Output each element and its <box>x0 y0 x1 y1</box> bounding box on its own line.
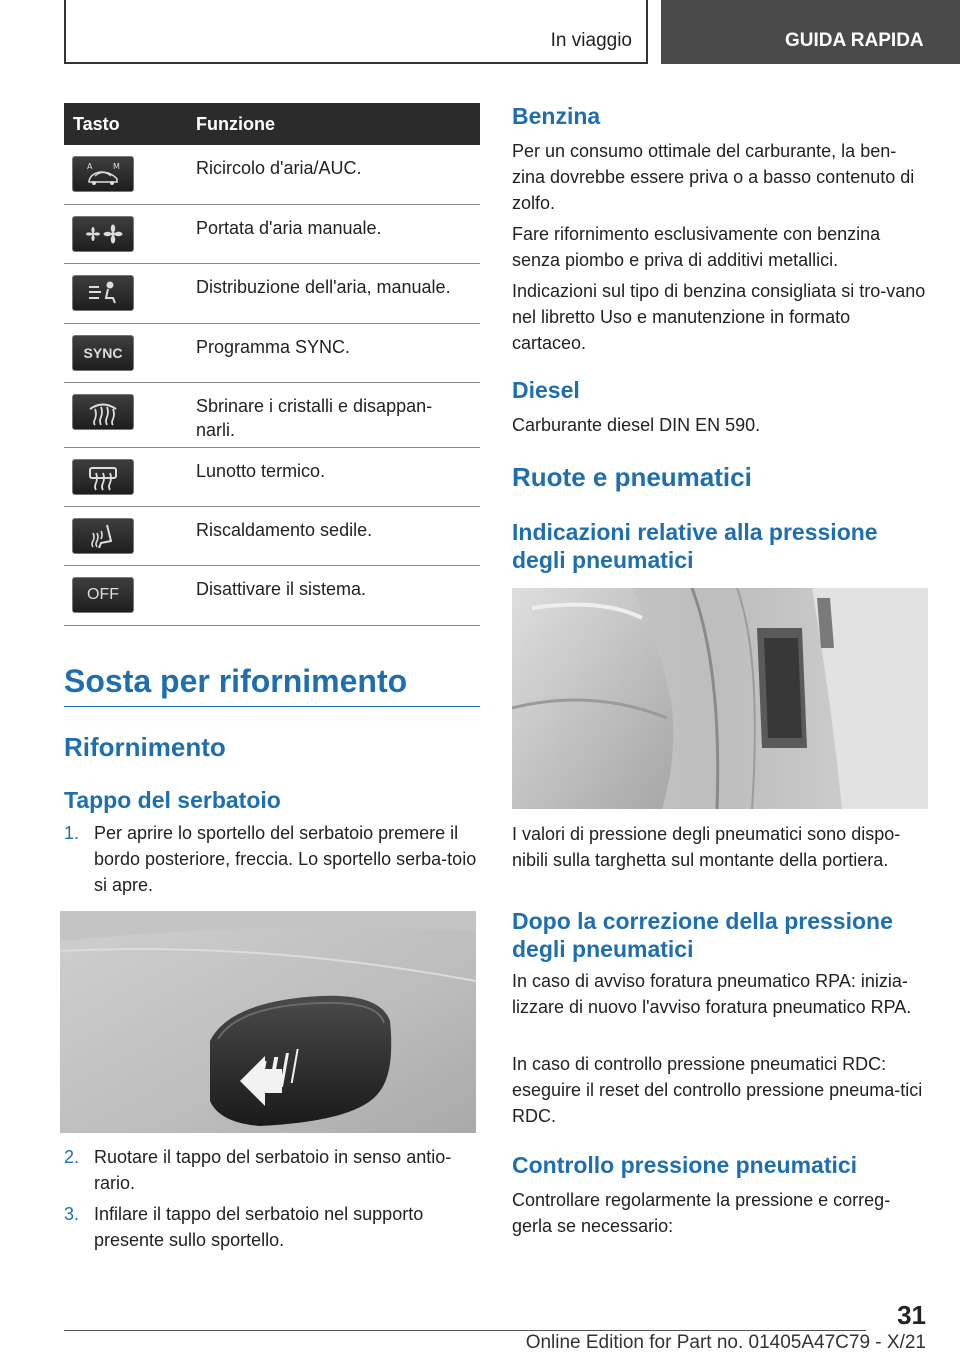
tyre-pressure-label-photo <box>512 588 928 809</box>
table-row <box>64 264 480 324</box>
subsection-title: Rifornimento <box>64 732 226 762</box>
rear-window-defrost-icon <box>72 459 134 495</box>
table-row <box>64 324 480 383</box>
tyre-pressure-info-heading: Indicazioni relative alla pressione degli pneumatici <box>512 519 878 573</box>
pressure-check-heading: Controllo pressione pneumatici <box>512 1152 858 1178</box>
table-row <box>64 448 480 507</box>
step-number: 3. <box>64 1204 80 1224</box>
step-3 <box>64 1201 480 1257</box>
benzina-paragraph-2: Fare rifornimento esclusivamente con benzina senza piombo e priva di additivi metallici. <box>512 224 881 270</box>
row-function-text: Ricircolo d'aria/AUC. <box>196 158 362 178</box>
table-row <box>64 205 480 264</box>
step-1 <box>64 820 480 900</box>
seat-heating-icon <box>72 518 134 554</box>
row-function-text: Programma SYNC. <box>196 337 351 357</box>
section-title: Sosta per rifornimento <box>64 663 408 699</box>
table-row <box>64 145 480 205</box>
key-function-table <box>64 103 480 626</box>
benzina-heading: Benzina <box>512 103 601 129</box>
row-function-text: Distribuzione dell'aria, manuale. <box>196 277 451 297</box>
benzina-paragraph-3: Indicazioni sul tipo di benzina consigliata si tro-vano nel libretto Uso e manutenzione in formato cartaceo. <box>512 281 926 353</box>
fuel-flap-photo <box>60 911 476 1133</box>
air-distribution-icon <box>72 275 134 311</box>
step-text: Infilare il tappo del serbatoio nel supporto presente sullo sportello. <box>94 1204 424 1250</box>
svg-text:A: A <box>87 162 93 171</box>
col-function-header: Funzione <box>196 113 275 134</box>
tyre-pressure-info-paragraph: I valori di pressione degli pneumatici sono dispo-nibili sulla targhetta sul montante della portiera. <box>512 824 901 870</box>
step-2 <box>64 1144 480 1200</box>
row-function-text: Portata d'aria manuale. <box>196 218 382 238</box>
page-number: 31 <box>897 1300 926 1330</box>
ruote-heading: Ruote e pneumatici <box>512 462 752 492</box>
topic-title: Tappo del serbatoio <box>64 787 281 813</box>
row-function-text: Riscaldamento sedile. <box>196 520 373 540</box>
table-row <box>64 507 480 566</box>
after-correction-paragraph-2: In caso di controllo pressione pneumatici RDC: eseguire il reset del controllo pressione pneuma-tici RDC. <box>512 1054 923 1126</box>
off-key-label: OFF <box>87 586 119 603</box>
after-correction-paragraph-1: In caso di avviso foratura pneumatico RPA: inizia-lizzare di nuovo l'avviso foratura pneumatico RPA. <box>512 971 912 1017</box>
row-function-text: Disattivare il sistema. <box>196 579 367 599</box>
pressure-check-paragraph: Controllare regolarmente la pressione e correg-gerla se necessario: <box>512 1190 891 1236</box>
header-section-title: In viaggio <box>550 30 632 51</box>
after-correction-heading: Dopo la correzione della pressione degli pneumatici <box>512 908 893 962</box>
step-text: Ruotare il tappo del serbatoio in senso antio-rario. <box>94 1147 452 1193</box>
footer-edition: Online Edition for Part no. 01405A47C79 - X/21 <box>525 1332 926 1353</box>
header-guide-tab: GUIDA RAPIDA <box>661 0 960 64</box>
footer-rule <box>64 1330 866 1331</box>
step-number: 2. <box>64 1147 80 1167</box>
row-function-text: Sbrinare i cristalli e disappan- narli. <box>196 396 433 440</box>
table-header <box>64 103 480 145</box>
step-text: Per aprire lo sportello del serbatoio premere il bordo posteriore, freccia. Lo sportello serba-toio si apre. <box>94 823 477 895</box>
sync-icon <box>72 335 134 371</box>
section-title-rule <box>64 706 480 707</box>
air-recirculation-auc-icon <box>72 156 134 192</box>
svg-text:M: M <box>113 162 120 171</box>
off-icon <box>72 577 134 613</box>
diesel-paragraph: Carburante diesel DIN EN 590. <box>512 415 761 435</box>
row-function-text: Lunotto termico. <box>196 461 326 481</box>
fan-speed-icon <box>72 216 134 252</box>
sync-key-label: SYNC <box>83 345 123 361</box>
col-key-header: Tasto <box>73 113 120 134</box>
table-row <box>64 566 480 626</box>
step-number: 1. <box>64 823 80 843</box>
windshield-defrost-icon <box>72 394 134 430</box>
benzina-paragraph-1: Per un consumo ottimale del carburante, la ben-zina dovrebbe essere priva o a basso contenuto di zolfo. <box>512 141 915 213</box>
diesel-heading: Diesel <box>512 377 580 403</box>
table-row <box>64 383 480 448</box>
